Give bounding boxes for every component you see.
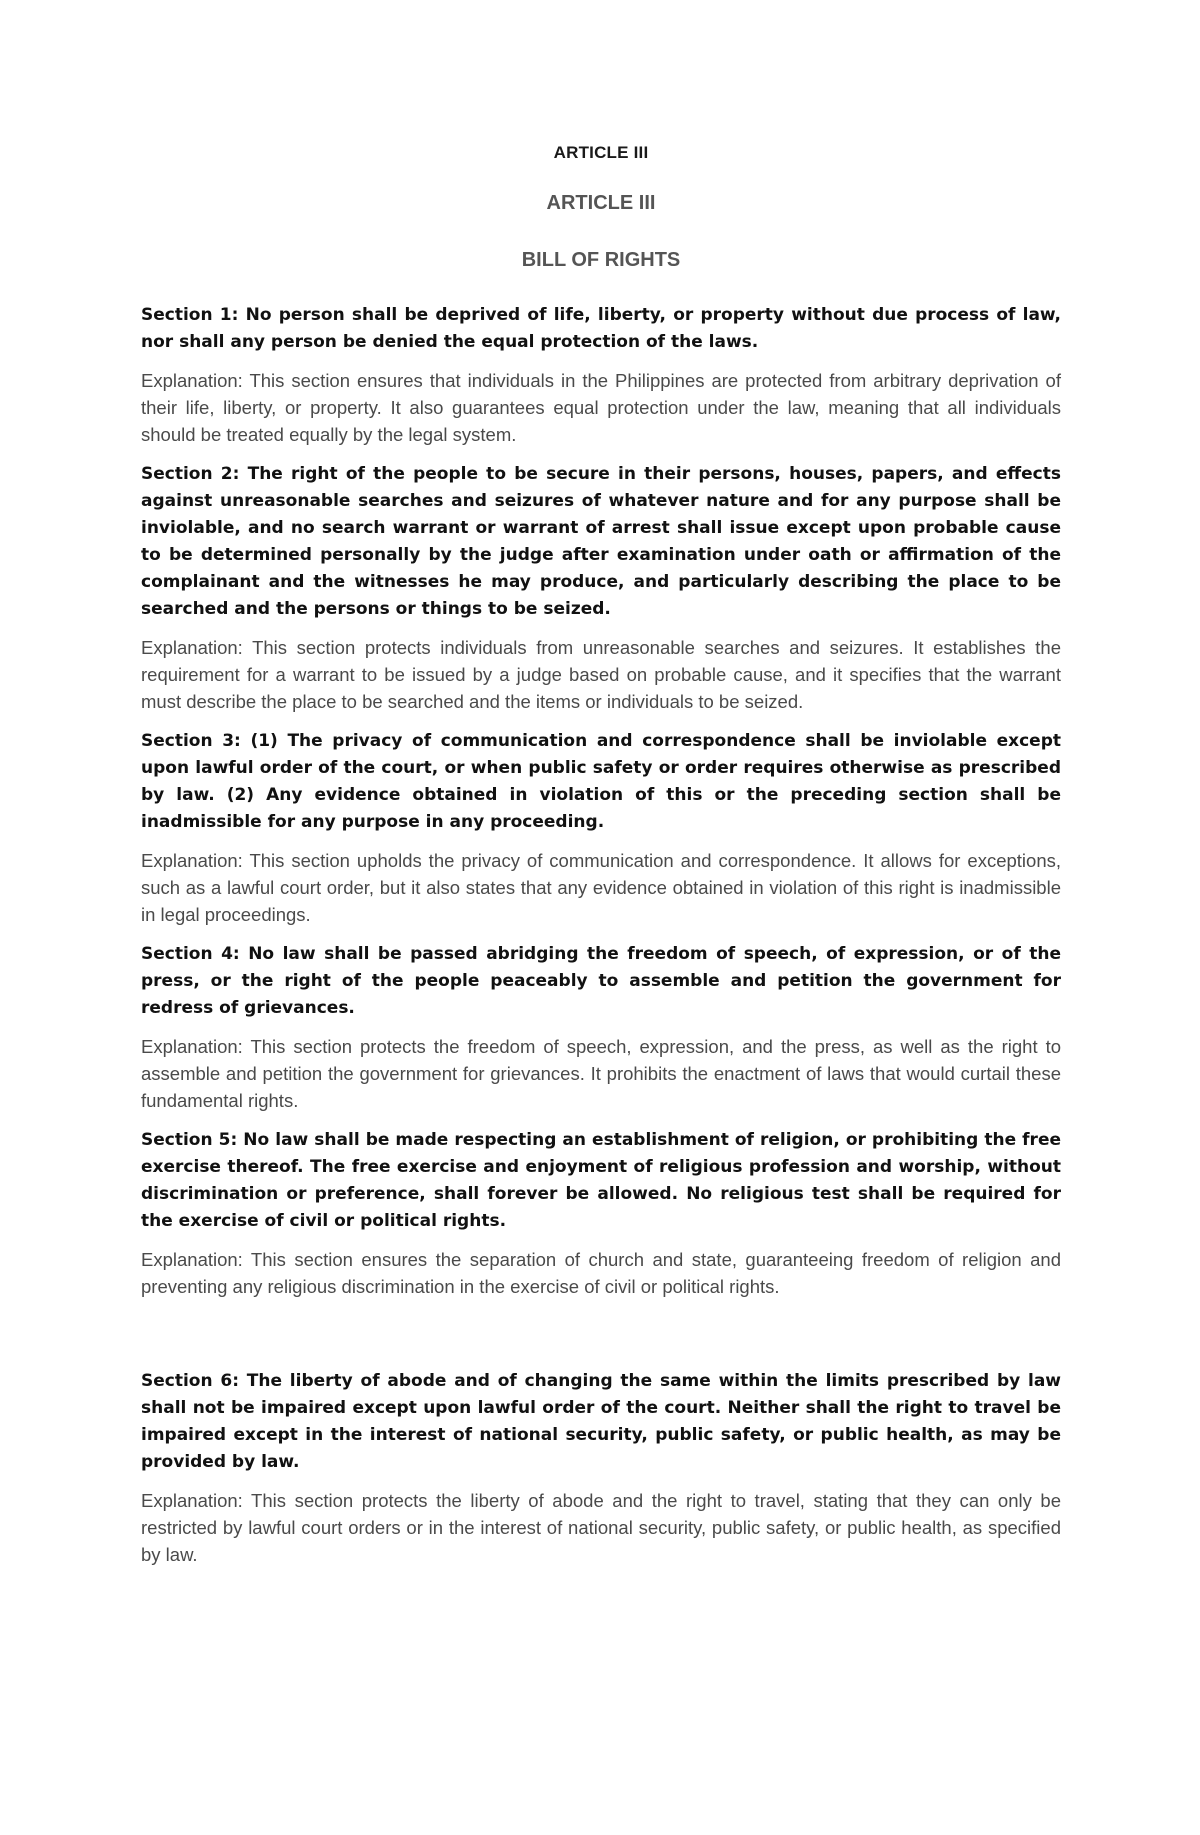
section-2-text: Section 2: The right of the people to be secure in their persons, houses, papers, and effects against unreasonable searches and seizures of whatever nature and for any purpose shall be inviolable, and no search warrant or warrant of arrest shall issue except upon probable cause to be determined personally by the judge after examination under oath or affirmation of the complainant and the witnesses he may produce, and particularly describing the place to be searched and the persons or things to be seized. — [141, 464, 1061, 619]
section-1-text: Section 1: No person shall be deprived of life, liberty, or property without due process of law, nor shall any person be denied the equal protection of the laws. — [141, 305, 1061, 352]
section-4-explanation: Explanation: This section protects the freedom of speech, expression, and the press, as well as the right to assemble and petition the government for grievances. It prohibits the enactment of laws that would curtail these fundamental rights. — [141, 1036, 1061, 1111]
section-6-explanation: Explanation: This section protects the liberty of abode and the right to travel, stating that they can only be restricted by lawful court orders or in the interest of national security, public safety, or public health, as specified by law. — [141, 1490, 1061, 1565]
section-1-explanation: Explanation: This section ensures that individuals in the Philippines are protected from arbitrary deprivation of their life, liberty, or property. It also guarantees equal protection under the law, meaning that all individuals should be treated equally by the legal system. — [141, 370, 1061, 445]
section-2-explanation: Explanation: This section protects individuals from unreasonable searches and seizures. It establishes the requirement for a warrant to be issued by a judge based on probable cause, and it specifies that the warrant must describe the place to be searched and the items or individuals to be seized. — [141, 637, 1061, 712]
section-5-explanation: Explanation: This section ensures the separation of church and state, guaranteeing freedom of religion and preventing any religious discrimination in the exercise of civil or political rights. — [141, 1249, 1061, 1297]
page-header-label: ARTICLE III — [553, 143, 649, 162]
bill-of-rights-heading: BILL OF RIGHTS — [521, 249, 681, 271]
article-title: ARTICLE III — [546, 192, 656, 214]
section-3-text: Section 3: (1) The privacy of communication and correspondence shall be inviolable except upon lawful order of the court, or when public safety or order requires otherwise as prescribed by law. (2) Any evidence obtained in violation of this or the preceding section shall be inadmissible for any purpose in any proceeding. — [141, 731, 1061, 832]
section-5-text: Section 5: No law shall be made respecting an establishment of religion, or prohibiting the free exercise thereof. The free exercise and enjoyment of religious profession and worship, without discrimination or preference, shall forever be allowed. No religious test shall be required for the exercise of civil or political rights. — [141, 1130, 1061, 1231]
paragraph-spacer — [141, 1313, 1061, 1368]
section-6-text: Section 6: The liberty of abode and of changing the same within the limits prescribed by law shall not be impaired except upon lawful order of the court. Neither shall the right to travel be impaired except in the interest of national security, public safety, or public health, as may be provided by law. — [141, 1371, 1061, 1472]
section-3-explanation: Explanation: This section upholds the privacy of communication and correspondence. It allows for exceptions, such as a lawful court order, but it also states that any evidence obtained in violation of this right is inadmissible in legal proceedings. — [141, 850, 1061, 925]
section-4-text: Section 4: No law shall be passed abridging the freedom of speech, of expression, or of the press, or the right of the people peaceably to assemble and petition the government for redress of grievances. — [141, 944, 1061, 1018]
document-body — [141, 302, 1061, 1581]
